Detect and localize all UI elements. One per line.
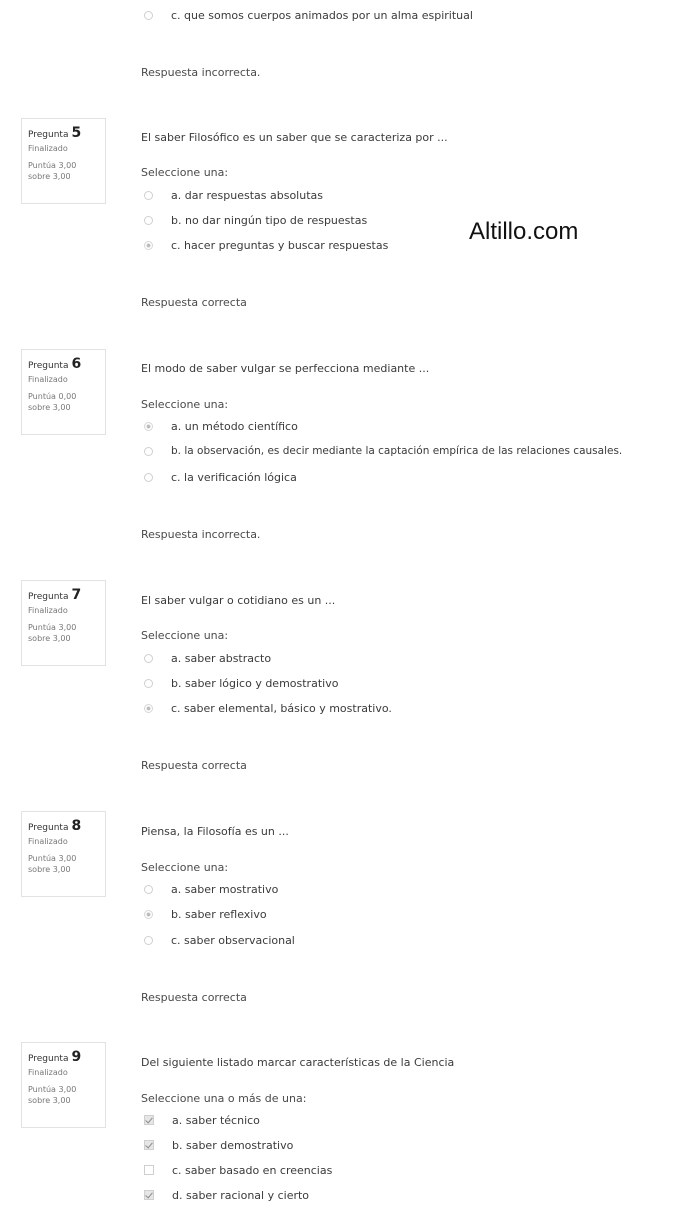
option-label: c. hacer preguntas y buscar respuestas bbox=[171, 238, 389, 252]
option-label: d. saber racional y cierto bbox=[172, 1188, 310, 1202]
option-b[interactable] bbox=[144, 211, 367, 229]
option-a[interactable] bbox=[144, 649, 271, 667]
radio-button-checked[interactable] bbox=[144, 704, 153, 713]
watermark-text: Altillo.com bbox=[469, 218, 579, 245]
radio-button[interactable] bbox=[144, 216, 153, 225]
option-label: b. saber reflexivo bbox=[171, 907, 267, 921]
grade-line1: Puntúa 0,00 bbox=[28, 392, 77, 401]
question-feedback: Respuesta correcta bbox=[141, 759, 247, 772]
question-number: 7 bbox=[71, 587, 82, 603]
option-c[interactable] bbox=[144, 468, 297, 486]
option-a[interactable] bbox=[144, 880, 278, 898]
option-c[interactable] bbox=[144, 931, 295, 949]
radio-button[interactable] bbox=[144, 885, 153, 894]
checkbox[interactable] bbox=[144, 1165, 154, 1175]
question-info-box bbox=[21, 580, 106, 666]
option-label: c. saber basado en creencias bbox=[172, 1163, 333, 1177]
select-prompt: Seleccione una o más de una: bbox=[141, 1092, 307, 1105]
grade-line1: Puntúa 3,00 bbox=[28, 1085, 77, 1094]
option-label: b. saber demostrativo bbox=[172, 1138, 294, 1152]
select-prompt: Seleccione una: bbox=[141, 629, 229, 642]
option-c[interactable] bbox=[144, 236, 388, 254]
question-text: El saber vulgar o cotidiano es un ... bbox=[141, 594, 336, 607]
grade-line2: sobre 3,00 bbox=[28, 172, 71, 181]
question-info-box bbox=[21, 811, 106, 897]
checkbox-checked[interactable] bbox=[144, 1140, 154, 1150]
radio-button[interactable] bbox=[144, 654, 153, 663]
radio-button[interactable] bbox=[144, 679, 153, 688]
question-number: 5 bbox=[71, 125, 82, 141]
question-text: El saber Filosófico es un saber que se caracteriza por ... bbox=[141, 131, 448, 144]
option-a[interactable] bbox=[144, 186, 323, 204]
option-b[interactable] bbox=[144, 1136, 293, 1154]
question-info-box bbox=[21, 1042, 106, 1128]
radio-button-checked[interactable] bbox=[144, 241, 153, 250]
question-text: Del siguiente listado marcar características de la Ciencia bbox=[141, 1056, 455, 1069]
radio-button[interactable] bbox=[144, 11, 153, 20]
question-state: Finalizado bbox=[28, 375, 68, 384]
grade-line1: Puntúa 3,00 bbox=[28, 161, 77, 170]
question-number: 8 bbox=[71, 818, 82, 834]
question-feedback: Respuesta correcta bbox=[141, 296, 247, 309]
question-state: Finalizado bbox=[28, 606, 68, 615]
question-label: Pregunta bbox=[28, 823, 69, 833]
grade-line1: Puntúa 3,00 bbox=[28, 623, 77, 632]
select-prompt: Seleccione una: bbox=[141, 861, 229, 874]
question-state: Finalizado bbox=[28, 837, 68, 846]
radio-button-checked[interactable] bbox=[144, 910, 153, 919]
grade-line2: sobre 3,00 bbox=[28, 865, 71, 874]
question-feedback: Respuesta incorrecta. bbox=[141, 528, 261, 541]
radio-button[interactable] bbox=[144, 936, 153, 945]
q4-feedback: Respuesta incorrecta. bbox=[141, 66, 261, 79]
option-a[interactable] bbox=[144, 417, 298, 435]
question-feedback: Respuesta correcta bbox=[141, 991, 247, 1004]
grade-line1: Puntúa 3,00 bbox=[28, 854, 77, 863]
select-prompt: Seleccione una: bbox=[141, 166, 229, 179]
question-label: Pregunta bbox=[28, 130, 69, 140]
option-c[interactable] bbox=[144, 699, 392, 717]
option-d[interactable] bbox=[144, 1186, 309, 1204]
option-label: b. la observación, es decir mediante la captación empírica de las relaciones causales. bbox=[171, 445, 623, 457]
option-label: a. saber mostrativo bbox=[171, 882, 279, 896]
option-c[interactable] bbox=[144, 1161, 332, 1179]
question-text: Piensa, la Filosofía es un ... bbox=[141, 825, 289, 838]
question-label: Pregunta bbox=[28, 1054, 69, 1064]
option-b[interactable] bbox=[144, 442, 622, 460]
radio-button-checked[interactable] bbox=[144, 422, 153, 431]
option-b[interactable] bbox=[144, 905, 267, 923]
radio-button[interactable] bbox=[144, 473, 153, 482]
option-label: c. que somos cuerpos animados por un alma espiritual bbox=[171, 8, 473, 22]
option-label: c. la verificación lógica bbox=[171, 470, 297, 484]
question-label: Pregunta bbox=[28, 361, 69, 371]
radio-button[interactable] bbox=[144, 447, 153, 456]
radio-button[interactable] bbox=[144, 191, 153, 200]
option-label: a. un método científico bbox=[171, 419, 298, 433]
option-b[interactable] bbox=[144, 674, 338, 692]
q4-option-c[interactable] bbox=[144, 6, 473, 24]
question-state: Finalizado bbox=[28, 144, 68, 153]
grade-line2: sobre 3,00 bbox=[28, 1096, 71, 1105]
checkbox-checked[interactable] bbox=[144, 1190, 154, 1200]
question-number: 9 bbox=[71, 1049, 82, 1065]
select-prompt: Seleccione una: bbox=[141, 398, 229, 411]
option-a[interactable] bbox=[144, 1111, 260, 1129]
question-text: El modo de saber vulgar se perfecciona mediante ... bbox=[141, 362, 430, 375]
question-label: Pregunta bbox=[28, 592, 69, 602]
checkbox-checked[interactable] bbox=[144, 1115, 154, 1125]
question-number: 6 bbox=[71, 356, 82, 372]
option-label: a. saber técnico bbox=[172, 1113, 260, 1127]
grade-line2: sobre 3,00 bbox=[28, 403, 71, 412]
option-label: b. no dar ningún tipo de respuestas bbox=[171, 213, 368, 227]
option-label: a. dar respuestas absolutas bbox=[171, 188, 323, 202]
option-label: b. saber lógico y demostrativo bbox=[171, 676, 339, 690]
question-info-box bbox=[21, 349, 106, 435]
question-info-box bbox=[21, 118, 106, 204]
option-label: c. saber observacional bbox=[171, 933, 295, 947]
question-state: Finalizado bbox=[28, 1068, 68, 1077]
option-label: a. saber abstracto bbox=[171, 651, 272, 665]
option-label: c. saber elemental, básico y mostrativo. bbox=[171, 701, 392, 715]
grade-line2: sobre 3,00 bbox=[28, 634, 71, 643]
